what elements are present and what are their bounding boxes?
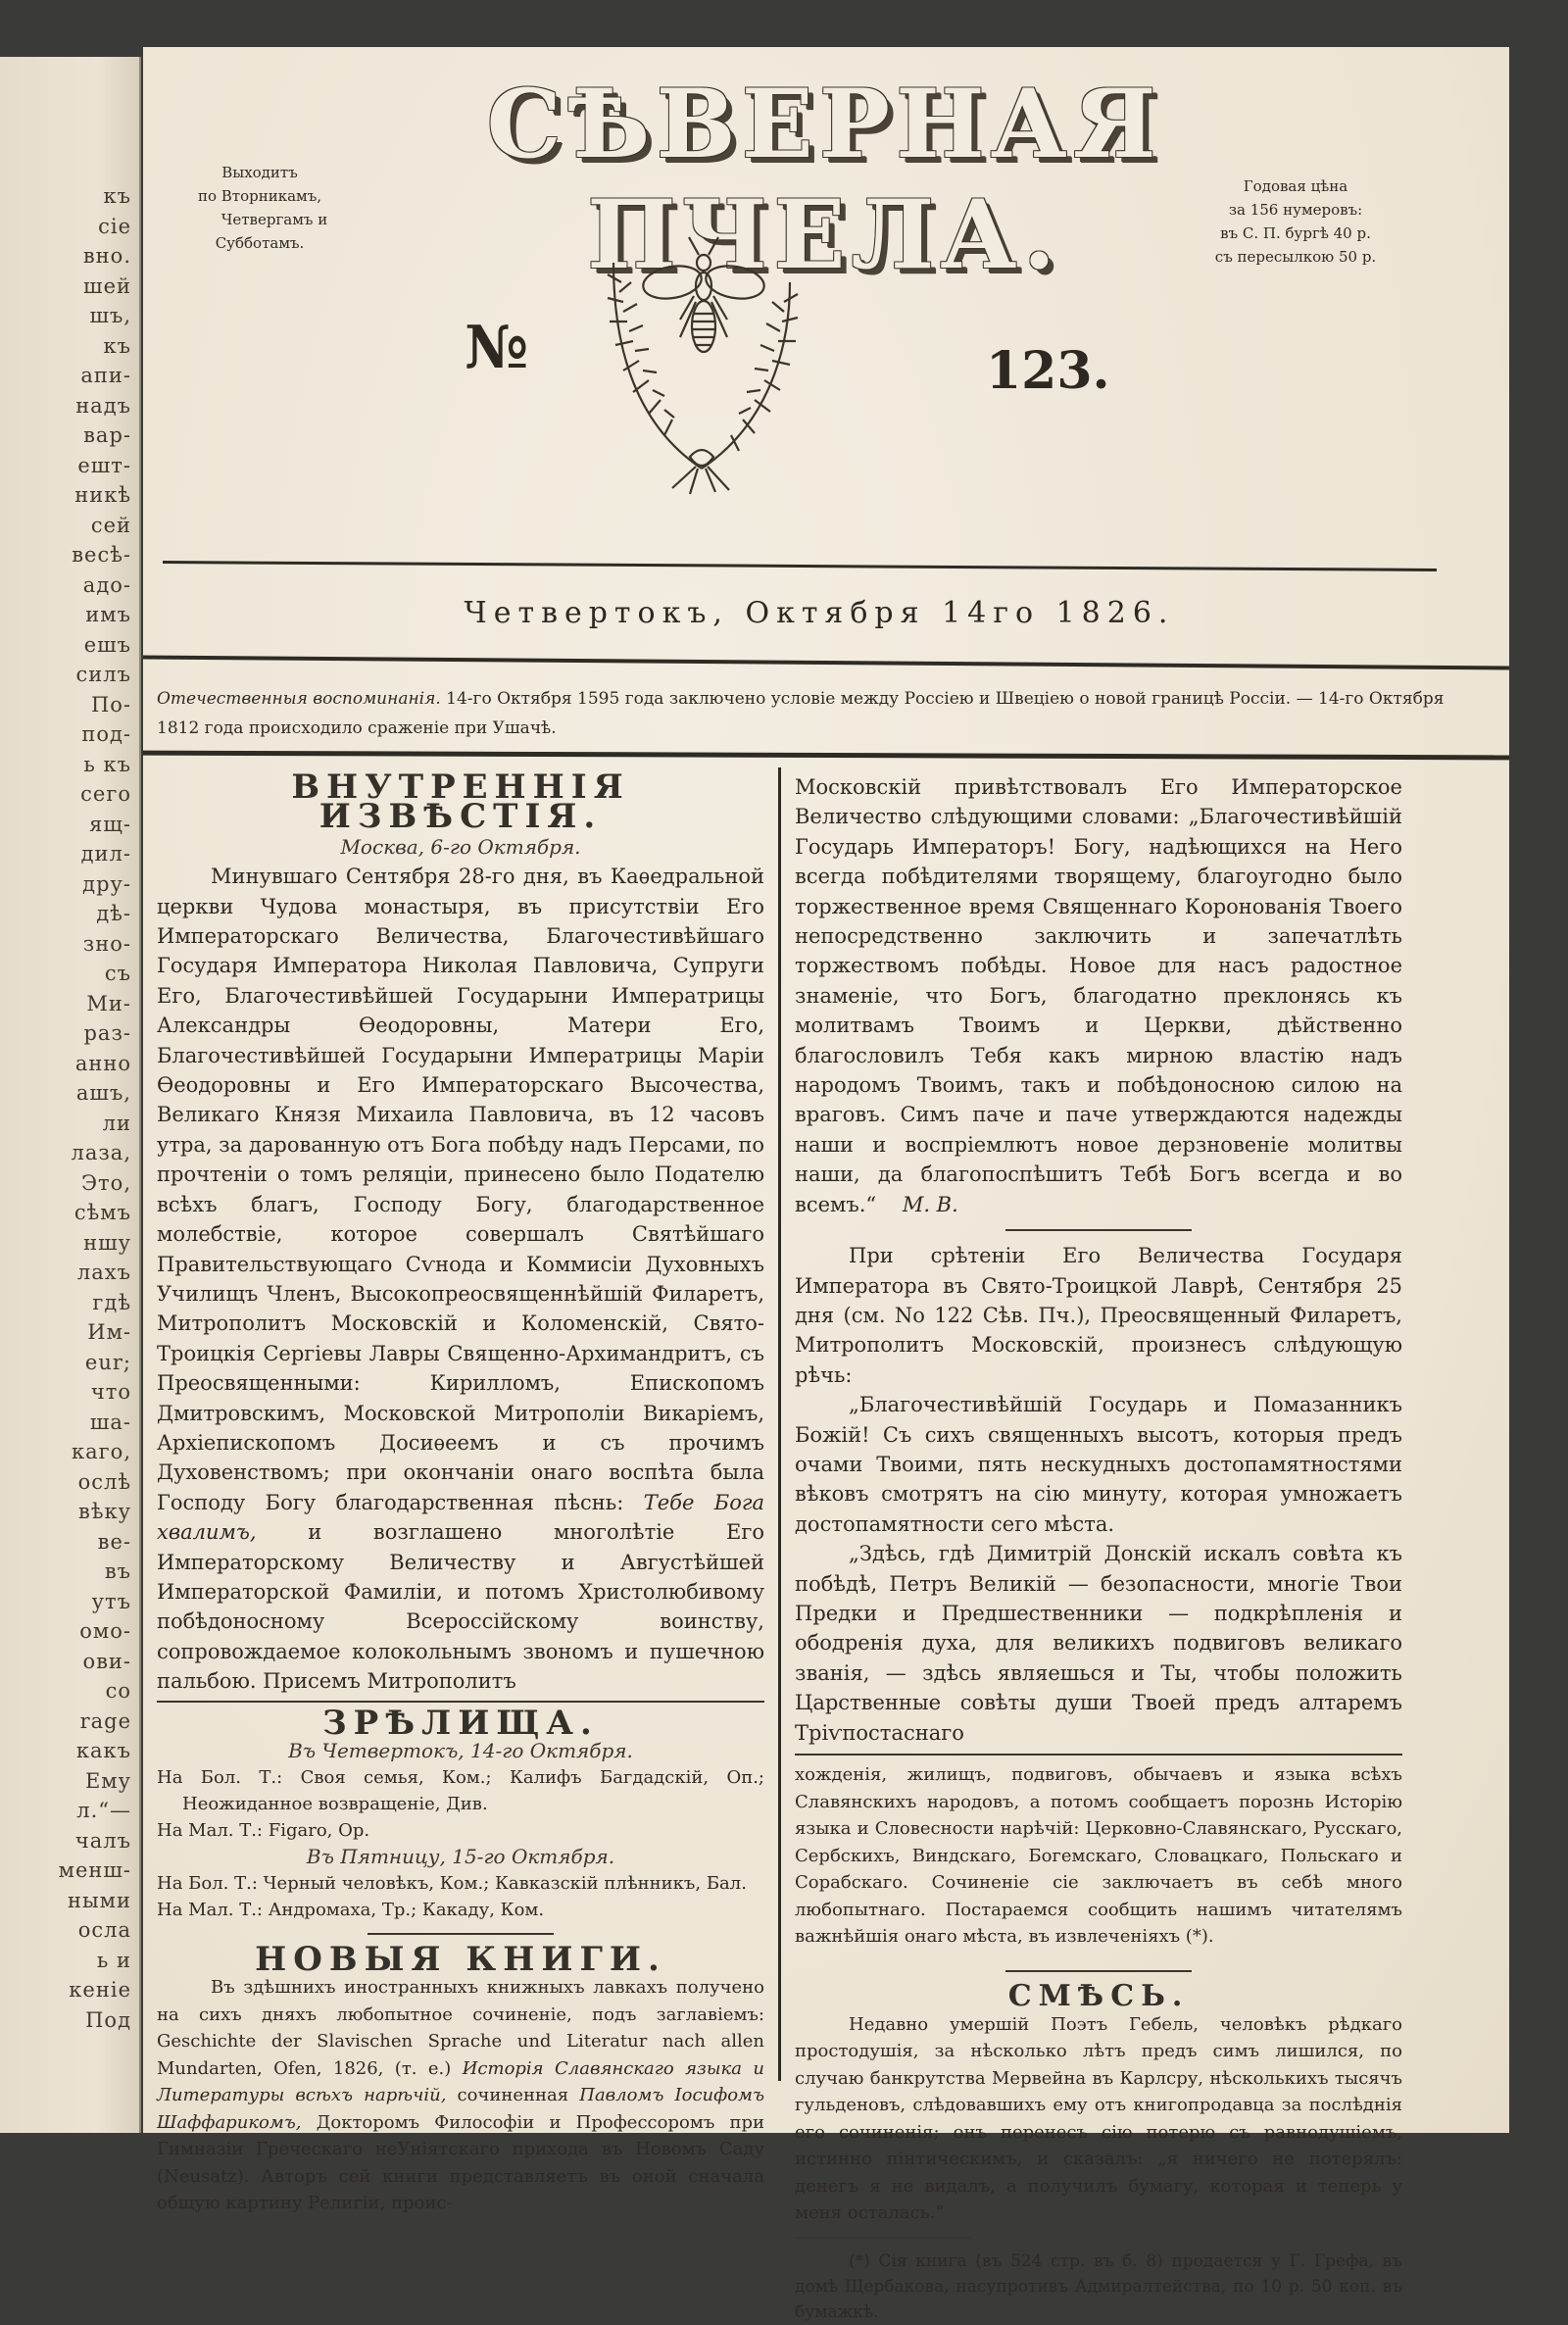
left-page-text-line: ящ- (89, 812, 131, 836)
left-page-text-line: eur; (84, 1350, 131, 1374)
issue-number: 123. (986, 341, 1110, 401)
left-page-text-line: каго, (72, 1440, 131, 1463)
left-page-text-line: апи- (80, 364, 131, 387)
price-line: за 156 нумеровъ: (1228, 201, 1363, 219)
left-page-text-line: ша- (89, 1410, 131, 1434)
left-page-text-line: имъ (85, 603, 131, 626)
section-heading-new-books: НОВЫЯ КНИГИ. (255, 1940, 666, 1979)
left-page-text-line: вѣку (78, 1500, 131, 1523)
left-page-text-line: адо- (82, 572, 131, 597)
left-page-text-line: rage (79, 1708, 131, 1733)
pub-days-line: Четвергамъ и (220, 211, 328, 228)
left-page-text-line: раз- (83, 1021, 131, 1045)
left-page-text-line: ашъ, (75, 1081, 131, 1105)
section-rule (1005, 1970, 1192, 1972)
speech2-paragraph: „Здѣсь, гдѣ Димитрій Донскій искалъ совѣта къ побѣдѣ, Петръ Великій — безопасности, многіе Твои Предки и Предшественники — подкрѣпленія и ободренія духа, для великихъ подвиговъ великаго званія, — здѣсь являешься и Ты, чтобы положить Царственные совѣты души Твоей предъ алтаремъ Тріѵпостаснаго (795, 1542, 1402, 1745)
right-column (795, 772, 1402, 2325)
left-page-text-line: сѣмъ (74, 1201, 131, 1224)
left-page-text-line: лахъ (76, 1261, 131, 1284)
left-page-text-line: ь къ (83, 752, 131, 776)
date-rule (143, 656, 1509, 670)
left-column (157, 767, 764, 2217)
left-page-text-line: л.“— (76, 1799, 131, 1822)
publication-days (157, 161, 363, 255)
left-page-text-line: Под (85, 2007, 131, 2032)
left-page-text-line: шъ, (89, 304, 131, 327)
left-page-text-line: лаза, (71, 1141, 131, 1164)
left-page-text-line: шей (83, 273, 131, 298)
new-books-body: Въ здѣшнихъ иностранныхъ книжныхъ лавкахъ получено на сихъ дняхъ любопытное сочиненіе, подъ заглавіемъ: Geschichte der Slavischen Sprache und Literatur nach allen Mundarten, Ofen, 1826, (т. е.) Исторія Славянскаго языка и Литературы всѣхъ нарѣчій, сочиненная Павломъ Іосифомъ Шаффарикомъ, Докторомъ Философіи и Профессоромъ при Гимназіи Греческаго неУніятскаго прихода въ Новомъ Саду (Neusatz). Авторъ сей книги представляетъ въ оной сначала общую картину Религіи, проис- (157, 1977, 764, 2214)
left-page-text-line: ослѣ (77, 1469, 131, 1494)
left-page-text-line: силъ (75, 663, 131, 686)
left-page-text-line: вно. (82, 244, 131, 268)
section-rule (368, 1933, 554, 1935)
left-page-text-line: гдѣ (92, 1290, 131, 1314)
speech2-intro: При срѣтеніи Его Величества Государя Императора въ Свято-Троицкой Лаврѣ, Сентября 25 дня (см. No 122 Сѣв. Пч.), Преосвященный Филаретъ, Митрополитъ Московскій, произнесъ слѣдующую рѣчь: (795, 1244, 1402, 1387)
left-page-text-line: ными (67, 1888, 131, 1912)
new-books-continuation: хожденія, жилищъ, подвиговъ, обычаевъ и языка всѣхъ Славянскихъ народовъ, а потомъ сообщаетъ порознь Исторію языка и Словесности нарѣчій: Церковно-Славянскаго, Русскаго, Сербскихъ, Виндскаго, Богемскаго, Словацкаго, Польскаго и Сорабскаго. Сочиненіе сіе заключаетъ въ себѣ много любопытнаго. Постараемся сообщить нашимъ читателямъ важнѣйшія онаго мѣста, въ извлеченіяхъ (*). (795, 1764, 1402, 1947)
price-line: Годовая цѣна (1243, 177, 1348, 195)
playbill-date: Въ Пятницу, 15-го Октября. (306, 1845, 615, 1868)
left-page-text-line: къ (103, 333, 131, 358)
left-page-text-line: сіе (98, 214, 131, 238)
playbill-entry: На Мал. Т.: Андромаха, Тр.; Какаду, Ком. (157, 1900, 545, 1920)
footnote-rule (795, 2237, 971, 2239)
left-page-text-line: Ему (84, 1768, 131, 1793)
article-text: и возглашено многолѣтіе Его Императорскому Величеству и Августѣйшей Императорской Фамиліи, и потомъ Христолюбивому побѣдоносному Всероссійскому воинству, сопровождаемое колокольнымъ звономъ и пушечною пальбою. Присемъ Митрополитъ (157, 1520, 764, 1694)
signature: М. В. (902, 1192, 958, 1216)
left-page-text-line: ь и (96, 1948, 131, 1972)
newspaper-page (143, 47, 1509, 2322)
pub-days-line: Субботамъ. (215, 234, 305, 252)
left-page-text-line: къ (103, 184, 131, 208)
left-page-text-line: ешт- (77, 453, 131, 477)
left-page-text-line: дил- (80, 842, 131, 866)
left-page-text-line: Это, (80, 1170, 131, 1195)
left-page-text-line: чалъ (74, 1828, 131, 1853)
left-page-text-line: Ми- (86, 991, 131, 1015)
left-page-text-line: зно- (82, 931, 131, 956)
left-page-text-line: По- (90, 692, 131, 717)
left-page-text-line: сей (90, 513, 131, 537)
memorial-text: 14-го Октября 1595 года заключено условіе между Россіею и Швеціею о новой границѣ Россіи. — 14-го Октября 1812 года происходило сраженіе при Ушачѣ. (157, 689, 1445, 738)
section-rule (157, 1701, 764, 1703)
section-rule (795, 1754, 1402, 1756)
left-page-text-line: под- (81, 722, 131, 746)
pub-days-line: Выходитъ (221, 164, 298, 181)
memorial-notice (157, 684, 1490, 743)
pub-days-line: по Вторникамъ, (197, 187, 322, 205)
annual-price (1188, 174, 1403, 269)
section-heading-internal-news: ВНУТРЕННІЯ ИЗВѢСТІЯ. (291, 767, 630, 837)
left-page-text-line: что (90, 1380, 131, 1404)
playbill-entry: На Бол. Т.: Своя семья, Ком.; Калифъ Багдадскій, Оп.; Неожиданное возвращеніе, Див. (157, 1767, 764, 1814)
memorial-rule (143, 751, 1509, 761)
left-page-text-line: ови- (82, 1649, 131, 1673)
playbill-entry: На Мал. Т.: Figaro, Op. (157, 1820, 370, 1841)
footnote: (*) Сія книга (въ 524 стр. въ б. 8) продается у Г. Грефа, въ домѣ Щербакова, насупротивъ Адмиралтейства, по 10 р. 50 коп. въ бумажкѣ. (795, 2251, 1402, 2322)
left-page-text-line: въ (104, 1559, 131, 1583)
left-page-text-line: омо- (79, 1619, 131, 1643)
left-page-text-line: Им- (87, 1320, 131, 1344)
section-heading-spectacles: ЗРѢЛИЩА. (322, 1703, 599, 1743)
left-page-text-line: ве- (97, 1529, 131, 1554)
memorial-label: Отечественныя воспоминанія. (157, 689, 441, 709)
left-page-text-line: кеніе (69, 1978, 131, 2002)
left-page-fragment (0, 57, 141, 2133)
left-page-text-line: ншу (83, 1230, 131, 1255)
article-italic: Тебе Бога хвалимъ, (157, 1490, 764, 1545)
number-sign: № (465, 314, 529, 382)
left-page-text-line: съ (104, 962, 131, 985)
price-line: съ пересылкою 50 р. (1214, 248, 1377, 266)
left-page-text-line: утъ (91, 1589, 131, 1613)
playbill-entry: На Бол. Т.: Черный человѣкъ, Ком.; Кавказскій плѣнникъ, Бал. (157, 1873, 747, 1894)
dateline-moscow: Москва, 6-го Октября. (340, 834, 581, 859)
article-text: Минувшаго Сентября 28-го дня, въ Каѳедральной церкви Чудова монастыря, въ присутствіи Его Императорскаго Величества, Благочестивѣйшаго Государя Императора Николая Павловича, Супруги Его, Благочестивѣйшей Государыни Императрицы Александры Ѳеодоровны, Матери Его, Благочестивѣйшей Государыни Императрицы Маріи Ѳеодоровны и Его Императорскаго Высочества, Великаго Князя Михаила Павловича, въ 12 часовъ утра, за дарованную отъ Бога побѣду надъ Персами, по прочтеніи о томъ реляціи, принесено было Подателю всѣхъ благъ, Господу Богу, благодарственное молебствіе, которое совершалъ Святѣйшаго Правительствующаго Сѵнода и Коммисіи Духовныхъ Училищъ Членъ, Высокопреосвященнѣйшій Филаретъ, Митрополитъ Московскій и Коломенскій, Свято-Троицкія Сергіевы Лавры Священно-Архимандритъ, съ Преосвященными: Кирилломъ, Епископомъ Дмитровскимъ, Московской Митрополіи Викаріемъ, Архіепископомъ Досиѳеемъ и съ прочимъ Духовенствомъ; при окончаніи онаго воспѣта была Господу Богу благодарственная пѣснь: (157, 865, 764, 1514)
bee-wreath-icon (574, 204, 829, 498)
masthead-title: СѢВЕРНАЯ ПЧЕЛА. (486, 69, 1162, 290)
left-page-text-line: вар- (83, 423, 131, 447)
left-page-text-line: дѣ- (96, 902, 131, 925)
left-page-text-line: весѣ- (72, 543, 131, 567)
left-page-text-line: анно (74, 1051, 131, 1075)
left-page-text-line: надъ (75, 393, 131, 418)
masthead-rule (163, 561, 1437, 571)
speech2-paragraph: „Благочестивѣйшій Государь и Помазанникъ Божій! Съ сихъ священныхъ высотъ, которыя предъ очами Твоими, пять нескудныхъ достопамятностями вѣковъ смотрятъ на сію минуту, которая умножаетъ достопамятности сего мѣста. (795, 1393, 1402, 1536)
section-rule (1005, 1229, 1192, 1231)
left-page-text-line: осла (77, 1918, 131, 1942)
scan-background (1509, 49, 1568, 2133)
left-page-text-line: ли (102, 1111, 131, 1135)
date-line: Четвертокъ, Октября 14го 1826. (464, 596, 1175, 630)
playbill-date: Въ Четвертокъ, 14-го Октября. (288, 1739, 633, 1762)
left-page-text-line: менш- (58, 1858, 131, 1882)
column-divider (778, 767, 781, 2081)
section-heading-miscellany: СМѢСЬ. (1007, 1978, 1190, 2013)
left-page-text-line: ешъ (83, 632, 131, 657)
playbill (157, 1738, 764, 1923)
miscellany-body: Недавно умершій Поэтъ Гебель, человѣкъ рѣдкаго простодушія, за нѣсколько лѣтъ предъ симъ лишился, по случаю банкрутства Мервейна въ Карлсру, нѣсколькихъ тысячъ гульденовъ, слѣдовавшихъ ему отъ книгопродавца за послѣднія его сочиненія; онъ перенесъ сію потерю съ равнодушіемъ, истинно пінтическимъ, и сказалъ: „я ничего не потерялъ: денегъ я не видалъ, а получилъ бумагу, которая и теперь у меня осталась.“ (795, 2013, 1402, 2224)
left-page-text-line: какъ (75, 1739, 131, 1762)
left-page-text-line: сего (80, 782, 131, 806)
price-line: въ С. П. бургѣ 40 р. (1220, 224, 1371, 242)
left-page-text-line: никѣ (74, 483, 131, 507)
article-body (157, 862, 764, 1696)
left-page-text-line: дру- (82, 871, 131, 896)
left-page-text-line: со (105, 1679, 131, 1703)
speech-metropolitan: Московскій привѣтствовалъ Его Императорское Величество слѣдующими словами: „Благочестивѣйшій Государь Императоръ! Богу, надѣющихся на Него всегда побѣдителями творящему, благоугодно было торжественное время Священнаго Коронованія Твоего непосредственно заключить и запечатлѣть торжествомъ побѣды. Новое для насъ радостное знаменіе, что Богъ, благодатно преклонясь къ молитвамъ Твоимъ и Церкви, дѣйственно благословилъ Тебя какъ мирною властію надъ народомъ Твоимъ, такъ и побѣдоносною силою на враговъ. Симъ паче и паче утверждаются надежды наши и воспріемлютъ новое дерзновеніе молитвы наши, да благопоспѣшитъ Тебѣ Богъ всегда и во всемъ.“ М. В. (795, 775, 1402, 1216)
